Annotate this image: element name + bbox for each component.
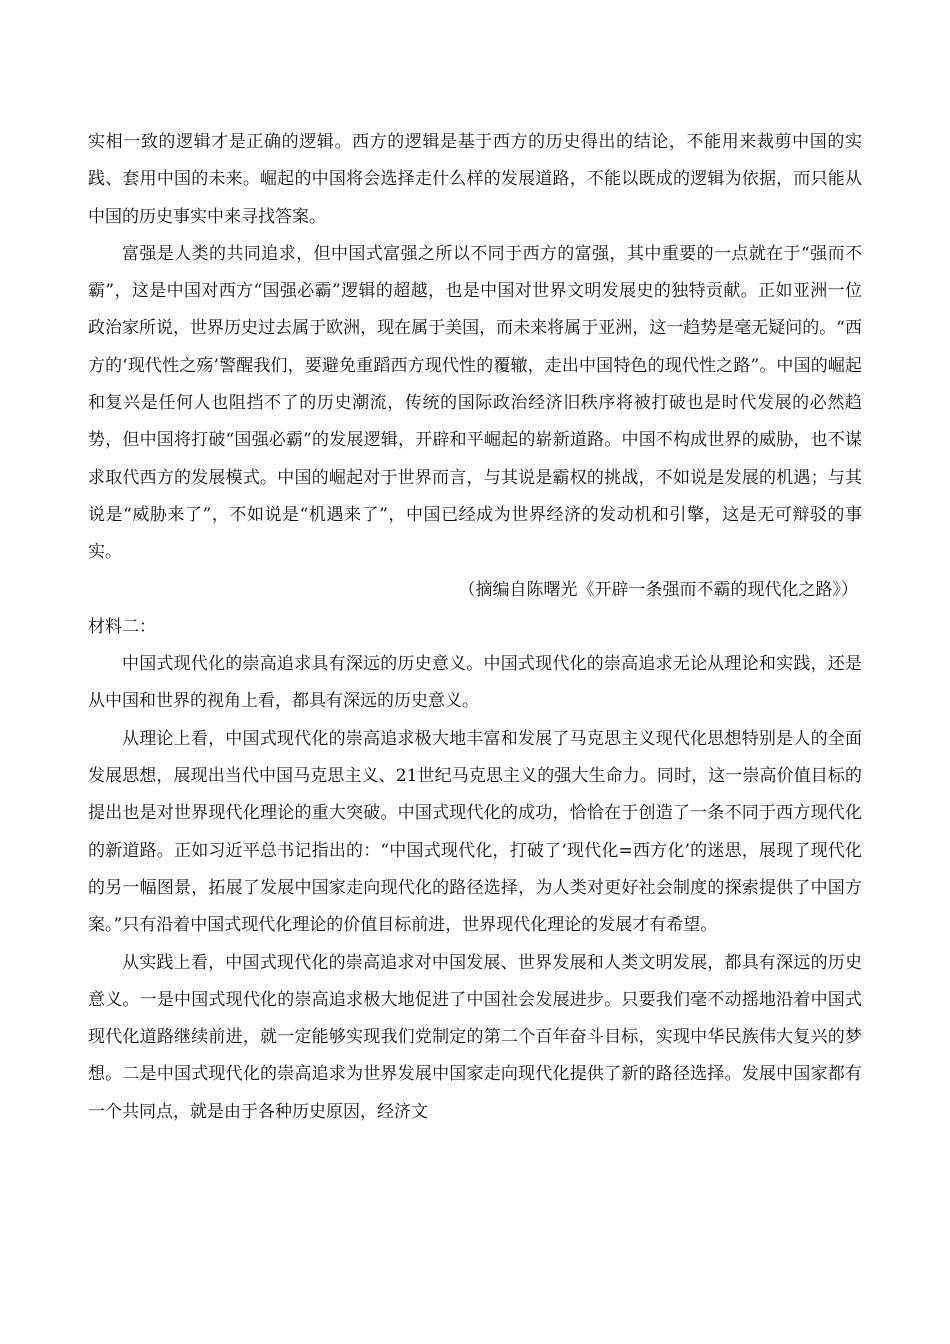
material1-paragraph-2: 富强是人类的共同追求，但中国式富强之所以不同于西方的富强，其中重要的一点就在于“强而不霸”，这是中国对西方“国强必霸”逻辑的超越，也是中国对世界文明发展史的独特贡献。正如亚洲一位政治家所说，世界历史过去属于欧洲，现在属于美国，而未来将属于亚洲，这一趋势是毫无疑问的。“西方的‘现代性之殇’警醒我们，要避免重蹈西方现代性的覆辙，走出中国特色的现代性之路”。中国的崛起和复兴是任何人也阻挡不了的历史潮流，传统的国际政治经济旧秩序将被打破也是时代发展的必然趋势，但中国将打破“国强必霸”的发展逻辑，开辟和平崛起的崭新道路。中国不构成世界的威胁，也不谋求取代西方的发展模式。中国的崛起对于世界而言，与其说是霸权的挑战，不如说是发展的机遇；与其说是“威胁来了”，不如说是“机遇来了”，中国已经成为世界经济的发动机和引擎，这是无可辩驳的事实。: [88, 243, 862, 563]
document-page: [88, 124, 862, 1131]
material2-paragraph-2: 从理论上看，中国式现代化的崇高追求极大地丰富和发展了马克思主义现代化思想特别是人的全面发展思想，展现出当代中国马克思主义、21世纪马克思主义的强大生命力。同时，这一崇高价值目标的提出也是对世界现代化理论的重大突破。中国式现代化的成功，恰恰在于创造了一条不同于西方现代化的新道路。正如习近平总书记指出的：“中国式现代化，打破了‘现代化=西方化’的迷思，展现了现代化的另一幅图景，拓展了发展中国家走向现代化的路径选择，为人类对更好社会制度的探索提供了中国方案。”只有沿着中国式现代化理论的价值目标前进，世界现代化理论的发展才有希望。: [88, 728, 862, 936]
material2-label: 材料二：: [88, 616, 156, 637]
material2-paragraph-1: 中国式现代化的崇高追求具有深远的历史意义。中国式现代化的崇高追求无论从理论和实践，还是从中国和世界的视角上看，都具有深远的历史意义。: [88, 654, 862, 712]
material1-source-citation: （摘编自陈曙光《开辟一条强而不霸的现代化之路》）: [458, 579, 858, 600]
material1-tail-paragraph: 实相一致的逻辑才是正确的逻辑。西方的逻辑是基于西方的历史得出的结论，不能用来裁剪中国的实践、套用中国的未来。崛起的中国将会选择走什么样的发展道路，不能以既成的逻辑为依据，而只能从中国的历史事实中来寻找答案。: [88, 132, 862, 227]
material2-paragraph-3: 从实践上看，中国式现代化的崇高追求对中国发展、世界发展和人类文明发展，都具有深远的历史意义。一是中国式现代化的崇高追求极大地促进了中国社会发展进步。只要我们毫不动摇地沿着中国式现代化道路继续前进，就一定能够实现我们党制定的第二个百年奋斗目标，实现中华民族伟大复兴的梦想。二是中国式现代化的崇高追求为世界发展中国家走向现代化提供了新的路径选择。发展中国家都有一个共同点，就是由于各种历史原因，经济文: [88, 952, 862, 1122]
